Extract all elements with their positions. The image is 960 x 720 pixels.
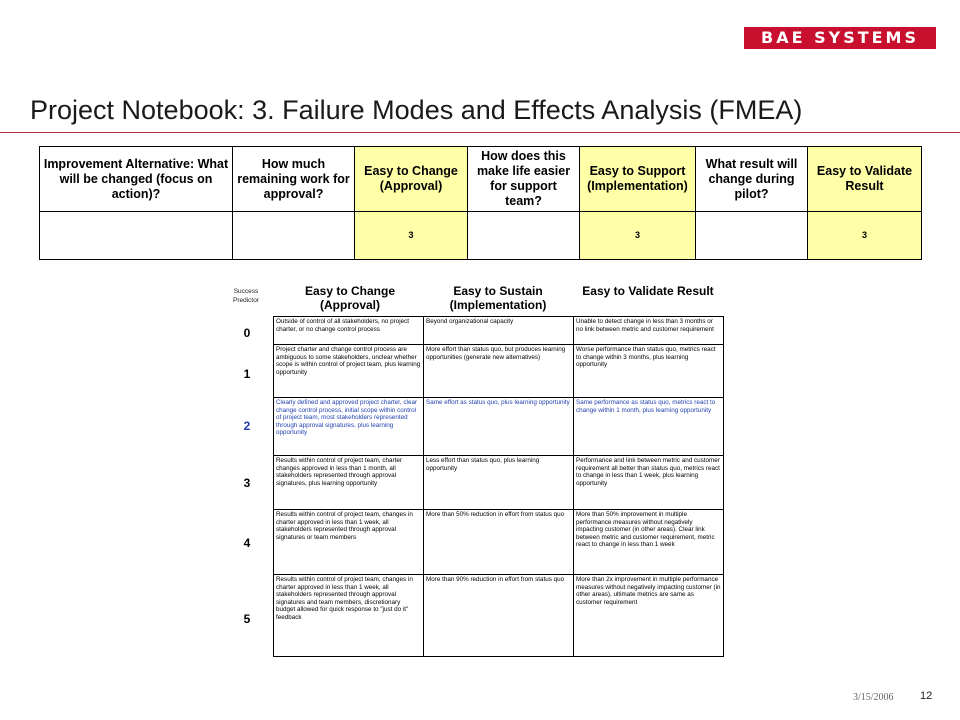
scale-cell: More than 50% reduction in effort from status quo bbox=[424, 510, 574, 575]
fmea-header-row bbox=[40, 147, 922, 212]
page-number: 12 bbox=[920, 690, 933, 702]
fmea-value-cell[interactable] bbox=[233, 212, 355, 260]
predictor-level: 0 bbox=[243, 326, 251, 340]
fmea-header-cell: Easy to Change (Approval) bbox=[355, 147, 468, 212]
fmea-value-cell[interactable] bbox=[468, 212, 580, 260]
footer-date: 3/15/2006 bbox=[853, 692, 894, 703]
fmea-value-cell[interactable]: 3 bbox=[355, 212, 468, 260]
fmea-value-cell[interactable] bbox=[696, 212, 808, 260]
fmea-value-cell[interactable]: 3 bbox=[580, 212, 696, 260]
scale-cell: Beyond organizational capacity bbox=[424, 317, 574, 345]
scale-cell: Outside of control of all stakeholders, no project charter, or no change control process bbox=[274, 317, 424, 345]
predictor-level: 1 bbox=[243, 367, 251, 381]
fmea-table bbox=[39, 146, 922, 260]
scale-cell: More effort than status quo, but produces learning opportunities (generate new alternatives) bbox=[424, 345, 574, 398]
fmea-header-cell: How does this make life easier for support team? bbox=[468, 147, 580, 212]
scale-cell: More than 90% reduction in effort from status quo bbox=[424, 575, 574, 657]
scale-row bbox=[274, 510, 724, 575]
scale-row bbox=[274, 398, 724, 456]
scale-column-header: Easy to Sustain (Implementation) bbox=[449, 284, 547, 312]
fmea-value-row bbox=[40, 212, 922, 260]
scale-column-header: Easy to Change (Approval) bbox=[304, 284, 396, 312]
scale-cell: More than 2x improvement in multiple performance measures without negatively impacting customer (in other areas), ultimate metrics are same as customer requirement bbox=[574, 575, 724, 657]
fmea-header-cell: Easy to Support (Implementation) bbox=[580, 147, 696, 212]
scale-cell: Clearly defined and approved project charter, clear change control process, initial scope within control of project team, most stakeholders represented through approval signatures, plus learning opportunity bbox=[274, 398, 424, 456]
scale-cell: Same effort as status quo, plus learning opportunity bbox=[424, 398, 574, 456]
success-predictor-label: Success Predictor bbox=[232, 288, 259, 304]
scale-row bbox=[274, 456, 724, 510]
scale-column-header: Easy to Validate Result bbox=[582, 284, 714, 298]
predictor-level: 2 bbox=[243, 419, 251, 433]
scale-cell: Less effort than status quo, plus learning opportunity bbox=[424, 456, 574, 510]
title-divider bbox=[0, 132, 960, 133]
fmea-header-cell: Improvement Alternative: What will be changed (focus on action)? bbox=[40, 147, 233, 212]
scale-cell: More than 50% improvement in multiple performance measures without negatively impacting customer (in other areas). Clear link between metric and customer requirement, metric react to change in less than 1 week bbox=[574, 510, 724, 575]
scale-cell: Same performance as status quo, metrics react to change within 1 month, plus learning opportunity bbox=[574, 398, 724, 456]
fmea-value-cell[interactable] bbox=[40, 212, 233, 260]
bae-systems-logo: BAE SYSTEMS bbox=[744, 27, 936, 49]
scale-cell: Performance and link between metric and customer requirement all better than status quo, metrics react to change in less than 1 week, plus learning opportunity bbox=[574, 456, 724, 510]
predictor-level: 4 bbox=[243, 536, 251, 550]
predictor-level: 3 bbox=[243, 476, 251, 490]
scale-cell: Results within control of project team, changes in charter approved in less than 1 week, all stakeholders represented through approval signatures and team members, discretionary budget allowed for quick response to "just do it" feedback bbox=[274, 575, 424, 657]
scale-cell: Worse performance than status quo, metrics react to change within 3 months, plus learning opportunity bbox=[574, 345, 724, 398]
page-title: Project Notebook: 3. Failure Modes and Effects Analysis (FMEA) bbox=[30, 95, 803, 125]
scale-cell: Unable to detect change in less than 3 months or no link between metric and customer requirement bbox=[574, 317, 724, 345]
scale-row bbox=[274, 317, 724, 345]
fmea-header-cell: Easy to Validate Result bbox=[808, 147, 922, 212]
scale-row bbox=[274, 345, 724, 398]
scale-cell: Results within control of project team, changes in charter approved in less than 1 week, all stakeholders represented through approval signatures or team members bbox=[274, 510, 424, 575]
scale-row bbox=[274, 575, 724, 657]
scale-cell: Results within control of project team, charter changes approved in less than 1 month, all stakeholders represented through approval signatures, plus learning opportunity bbox=[274, 456, 424, 510]
success-predictor-table bbox=[273, 316, 724, 657]
fmea-header-cell: What result will change during pilot? bbox=[696, 147, 808, 212]
predictor-level: 5 bbox=[243, 612, 251, 626]
fmea-value-cell[interactable]: 3 bbox=[808, 212, 922, 260]
fmea-header-cell: How much remaining work for approval? bbox=[233, 147, 355, 212]
scale-cell: Project charter and change control process are ambiguous to some stakeholders, unclear whether scope is within control of project team, plus learning opportunity bbox=[274, 345, 424, 398]
